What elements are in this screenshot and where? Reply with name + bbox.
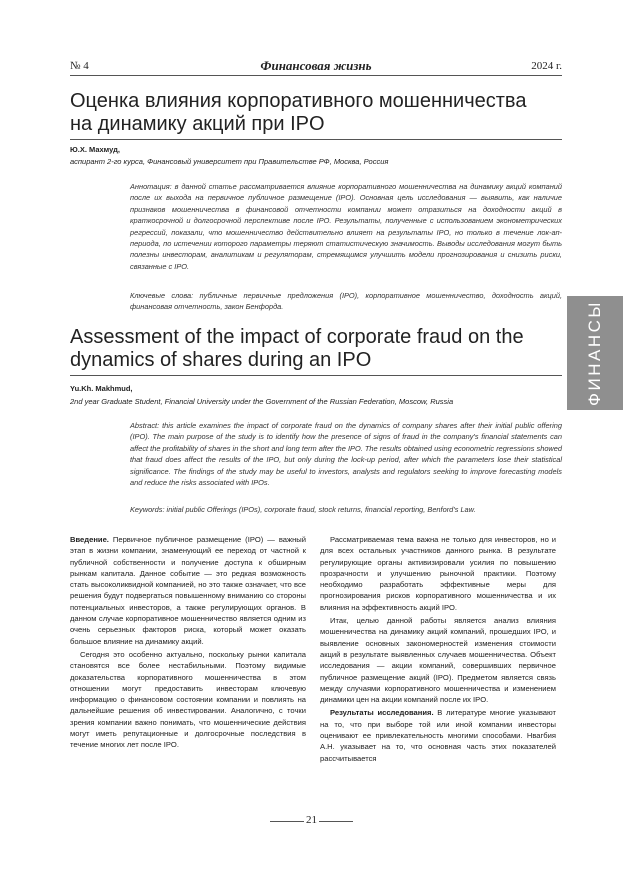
body-column-left bbox=[70, 534, 306, 753]
ru-title-rule bbox=[70, 139, 562, 140]
section-tab bbox=[567, 296, 623, 410]
body-column-right bbox=[320, 534, 556, 766]
results-paragraph: В литературе многие указывают на то, что при выборе той или иной компании инвесторы оценивают ее привлекательность многими способами. Нвагбия А.Н. указывает на то, что основная часть этих показателей рассчитывается bbox=[320, 708, 556, 763]
header-rule bbox=[70, 75, 562, 76]
en-title-rule bbox=[70, 375, 562, 376]
intro-heading: Введение. bbox=[70, 535, 109, 544]
en-keywords: Keywords: initial public Offerings (IPOs), corporate fraud, stock returns, financial reporting, Benford's Law. bbox=[130, 505, 476, 514]
en-abstract: Abstract: this article examines the impact of corporate fraud on the dynamics of company shares after their initial public offering (IPO). The main purpose of the study is to identify how the presence of signs of fraud in the company's financial statements can affect the profitability of shares in the short and long term after the IPO. The results obtained using econometric regressions showed that fraud does affect the results of the IPO, but only during the lock-up period, after which the parameters lose their statistical significance. The findings of the study may be useful to investors, analysts and regulators seeking to improve forecasting models and reduce the risks associated with IPOs. bbox=[130, 421, 562, 488]
ru-author: Ю.Х. Махмуд, bbox=[70, 145, 120, 154]
running-header bbox=[70, 58, 562, 76]
ru-affiliation: аспирант 2-го курса, Финансовый университет при Правительстве РФ, Москва, Россия bbox=[70, 157, 389, 166]
ru-abstract: Аннотация: в данной статье рассматривается влияние корпоративного мошенничества на динамику акций компаний после их выхода на первичное публичное размещение (IPO). Основная цель исследования — выявить, как наличие признаков мошенничества в финансовой отчетности компании может отразиться на доходности акций в краткосрочной и долгосрочной перспективе после IPO. Результаты, полученные с использованием эконометрических регрессий, показали, что мошенничество действительно влияет на результаты IPO, но только в течение лок-ап-периода, по истечении которого параметры теряют статистическую значимость. Выводы исследования могут быть полезны инвесторам, аналитикам и регуляторам, стремящимся улучшить модели прогнозирования и снизить риски, связанные с IPO. bbox=[130, 182, 562, 271]
section-tab-label: ФИНАНСЫ bbox=[585, 300, 604, 406]
ru-title: Оценка влияния корпоративного мошенничества на динамику акций при IPO bbox=[70, 90, 527, 135]
page-footer bbox=[0, 812, 623, 828]
body-paragraph: Сегодня это особенно актуально, поскольку рынки капитала становятся все более нестабильными. Поэтому видимые доказательства корпоративного мошенничества в этом отношении могут предоставить инвесторам ключевую информацию о финансовом состоянии компании и повлиять на дальнейшие решения об инвестировании. Аналогично, с точки зрения компании важно понимать, что мошеннические действия могут иметь репутационные и долгосрочные последствия в течение многих лет после IPO. bbox=[70, 649, 306, 750]
results-heading: Результаты исследования. bbox=[330, 708, 434, 718]
ru-keywords: Ключевые слова: публичные первичные предложения (IPO), корпоративное мошенничество, доходность акций, финансовая отчетность, закон Бенфорда. bbox=[130, 291, 562, 312]
issue-year: 2024 г. bbox=[531, 60, 562, 72]
issue-number: № 4 bbox=[70, 60, 89, 72]
en-title: Assessment of the impact of corporate fraud on the dynamics of shares during an IPO bbox=[70, 326, 524, 371]
journal-name: Финансовая жизнь bbox=[260, 58, 372, 73]
intro-paragraph: Первичное публичное размещение (IPO) — важный этап в жизни компании, знаменующий ее переход от частной к публичной собственности и получение доступа к обширным рынкам капитала. Данное событие — это редкая возможность стать высоколиквидной компанией, но это также означает, что все решения будут подвергаться повышенному вниманию со стороны потенциальных инвесторов, а также регулирующих органов. В данном случае корпоративное мошенничество является одним из очень серьезных факторов риска, который может оказать большое влияние на динамику акций. bbox=[70, 535, 306, 646]
footer-rule-right bbox=[319, 821, 353, 822]
en-author: Yu.Kh. Makhmud, bbox=[70, 384, 133, 393]
page-number: 21 bbox=[306, 814, 317, 826]
en-affiliation: 2nd year Graduate Student, Financial University under the Government of the Russian Federation, Moscow, Russia bbox=[70, 397, 454, 406]
body-paragraph: Итак, целью данной работы является анализ влияния мошенничества на динамику акций компаний, прошедших IPO, и выявление основных закономерностей изменения стоимости акций в результате выявленных случаев мошенничества. Объект исследования — акции компаний, совершивших первичное публичное размещение акций (IPO). Предметом является связь между случаями корпоративного мошенничества и изменением динамики цен на акции компаний после их IPO. bbox=[320, 616, 556, 705]
body-paragraph: Рассматриваемая тема важна не только для инвесторов, но и для всех остальных участников данного рынка. В результате регулирующие органы активизировали усилия по повышению прозрачности и улучшению рыночной практики. Поэтому необходимо разработать эффективные меры для прогнозирования рисков корпоративного мошенничества и их влияния на эффективность акций IPO. bbox=[320, 535, 556, 612]
